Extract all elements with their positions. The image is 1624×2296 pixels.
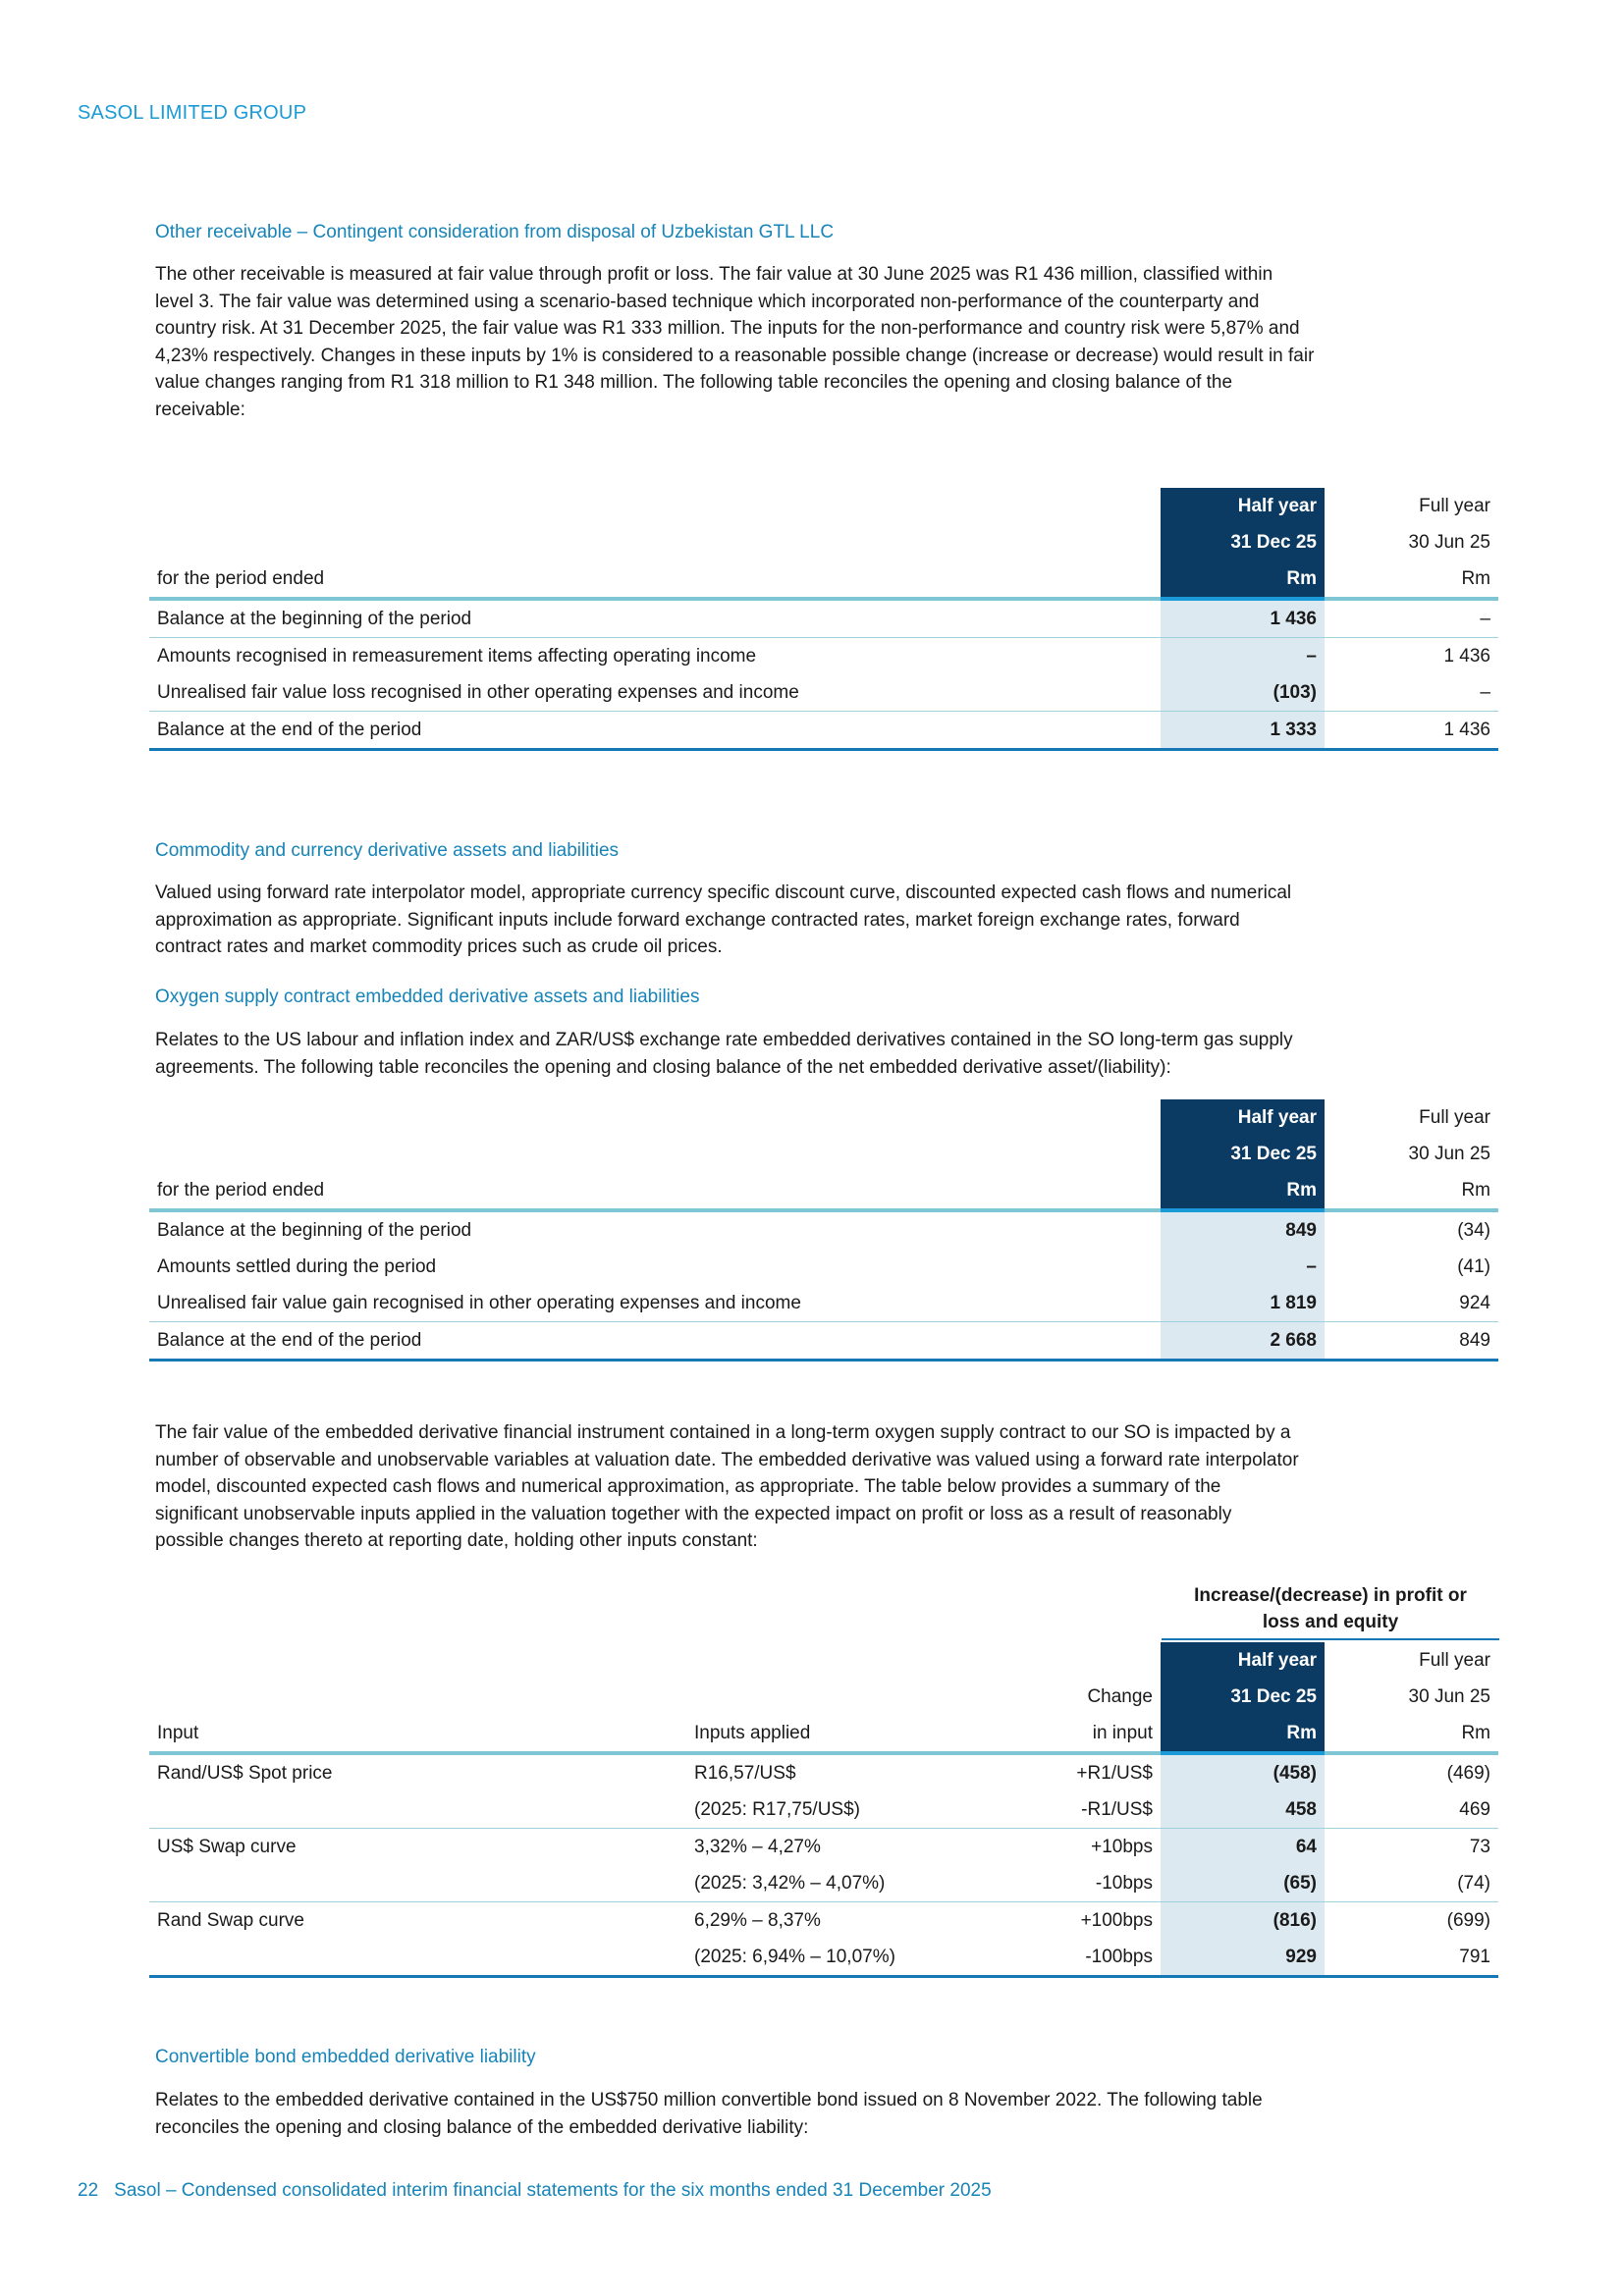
value-full-year: 1 436	[1325, 712, 1498, 750]
group-header-line: loss and equity	[1262, 1612, 1399, 1632]
table-row	[149, 638, 1498, 675]
input-change: +100bps	[1080, 1909, 1153, 1931]
value-full-year: –	[1325, 599, 1498, 638]
value-half-year: 1 436	[1161, 599, 1325, 638]
row-label: Balance at the beginning of the period	[157, 1219, 472, 1241]
column-header-half-year: Half year	[1161, 1099, 1325, 1136]
text-line: possible changes thereto at reporting date, holding other inputs constant:	[155, 1530, 758, 1551]
embedded-derivative-reconciliation-table	[149, 1099, 1498, 1362]
column-header-inputs-applied: Inputs applied	[686, 1715, 1062, 1753]
column-header-date-b: 30 Jun 25	[1408, 1685, 1490, 1707]
column-header-full-year: Full year	[1419, 1649, 1490, 1671]
row-label: Amounts recognised in remeasurement items affecting operating income	[157, 645, 757, 667]
column-header-date-a: 31 Dec 25	[1161, 1136, 1325, 1172]
input-applied: R16,57/US$	[694, 1762, 796, 1784]
text-line: 4,23% respectively. Changes in these inputs by 1% is considered to a reasonable possible change (increase or decrease) would result in fair	[155, 345, 1315, 366]
row-label: Amounts settled during the period	[157, 1255, 437, 1277]
input-applied: (2025: 6,94% – 10,07%)	[686, 1939, 1062, 1977]
row-label: Balance at the beginning of the period	[149, 599, 1161, 638]
paragraph-fair-value-sensitivity	[155, 1419, 1490, 1555]
input-applied: (2025: 3,42% – 4,07%)	[686, 1865, 1062, 1902]
section-heading-oxygen-supply: Oxygen supply contract embedded derivative assets and liabilities	[155, 987, 700, 1007]
table-row	[149, 1829, 1498, 1866]
table-row	[149, 1210, 1498, 1249]
value-full-year: (469)	[1446, 1762, 1490, 1784]
value-half-year: –	[1161, 1249, 1325, 1285]
table-row	[149, 1753, 1498, 1791]
value-half-year: 458	[1161, 1791, 1325, 1829]
input-name	[149, 1865, 686, 1902]
column-header-date-a: 31 Dec 25	[1161, 1679, 1325, 1715]
column-header-full-year: Full year	[1419, 1106, 1490, 1128]
value-full-year: 1 436	[1443, 645, 1490, 667]
paragraph-convertible-bond	[155, 2087, 1490, 2141]
text-line: value changes ranging from R1 318 million to R1 348 million. The following table reconciles the opening and closing balance of the	[155, 372, 1233, 393]
footer-text: Sasol – Condensed consolidated interim financial statements for the six months ended 31 December 2025	[114, 2180, 992, 2201]
column-header-unit-b: Rm	[1325, 1172, 1498, 1210]
value-full-year: (699)	[1446, 1909, 1490, 1931]
value-half-year: 929	[1161, 1939, 1325, 1977]
value-full-year: 469	[1325, 1791, 1498, 1829]
text-line: model, discounted expected cash flows and numerical approximation, as appropriate. The table below provides a summary of the	[155, 1476, 1221, 1497]
group-header-rule	[1162, 1638, 1499, 1640]
value-half-year: 64	[1161, 1829, 1325, 1866]
value-half-year: 2 668	[1161, 1322, 1325, 1361]
text-line: country risk. At 31 December 2025, the fair value was R1 333 million. The inputs for the non-performance and country risk were 5,87% and	[155, 318, 1300, 339]
value-half-year: (816)	[1161, 1902, 1325, 1940]
text-line: level 3. The fair value was determined using a scenario-based technique which incorporated non-performance of the counterparty and	[155, 291, 1260, 312]
input-name	[149, 1939, 686, 1977]
input-applied: (2025: R17,75/US$)	[686, 1791, 1062, 1829]
table-row	[149, 1902, 1498, 1940]
period-label: for the period ended	[149, 1172, 1161, 1210]
page-number: 22	[78, 2180, 99, 2201]
input-applied: 6,29% – 8,37%	[694, 1909, 821, 1931]
input-change: +R1/US$	[1076, 1762, 1153, 1784]
input-change: -100bps	[1062, 1939, 1161, 1977]
column-header-change: Change	[1087, 1685, 1153, 1707]
text-line: The other receivable is measured at fair value through profit or loss. The fair value at 30 June 2025 was R1 436 million, classified within	[155, 264, 1273, 285]
column-header-in-input: in input	[1062, 1715, 1161, 1753]
column-header-half-year: Half year	[1161, 488, 1325, 524]
text-line: contract rates and market commodity prices such as crude oil prices.	[155, 936, 723, 957]
column-header-unit-a: Rm	[1161, 561, 1325, 599]
section-heading-convertible-bond: Convertible bond embedded derivative liability	[155, 2047, 536, 2067]
receivable-reconciliation-table	[149, 488, 1498, 751]
table-total-row	[149, 712, 1498, 750]
column-header-unit-b: Rm	[1325, 1715, 1498, 1753]
column-header-date-b: 30 Jun 25	[1408, 531, 1490, 553]
row-label: Balance at the end of the period	[149, 1322, 1161, 1361]
value-full-year: 73	[1469, 1836, 1490, 1857]
period-label: for the period ended	[149, 561, 1161, 599]
value-full-year: 791	[1325, 1939, 1498, 1977]
column-header-unit-a: Rm	[1161, 1172, 1325, 1210]
text-line: significant unobservable inputs applied in the valuation together with the expected impact on profit or loss as a result of reasonably	[155, 1503, 1232, 1524]
table-total-row	[149, 1322, 1498, 1361]
column-header-date-a: 31 Dec 25	[1161, 524, 1325, 561]
text-line: The fair value of the embedded derivative financial instrument contained in a long-term oxygen supply contract to our SO is impacted by a	[155, 1422, 1291, 1443]
input-change: +10bps	[1091, 1836, 1153, 1857]
value-half-year: –	[1161, 638, 1325, 675]
page-footer	[78, 2180, 992, 2202]
input-name	[149, 1791, 686, 1829]
value-half-year: (103)	[1161, 674, 1325, 712]
row-label: Unrealised fair value loss recognised in other operating expenses and income	[149, 674, 1161, 712]
value-half-year: (65)	[1161, 1865, 1325, 1902]
sensitivity-table	[149, 1642, 1498, 1978]
table-row	[149, 1791, 1498, 1829]
company-header: SASOL LIMITED GROUP	[78, 102, 307, 124]
row-label: Balance at the end of the period	[149, 712, 1161, 750]
value-full-year: 924	[1325, 1285, 1498, 1322]
section-heading-other-receivable: Other receivable – Contingent consideration from disposal of Uzbekistan GTL LLC	[155, 222, 835, 242]
table-row	[149, 674, 1498, 712]
value-half-year: 849	[1161, 1210, 1325, 1249]
input-change: -10bps	[1062, 1865, 1161, 1902]
column-header-date-b: 30 Jun 25	[1408, 1143, 1490, 1164]
section-heading-commodity-derivatives: Commodity and currency derivative assets and liabilities	[155, 840, 620, 861]
value-full-year: 849	[1325, 1322, 1498, 1361]
paragraph-oxygen-supply	[155, 1027, 1490, 1081]
input-name: Rand/US$ Spot price	[157, 1762, 333, 1784]
text-line: number of observable and unobservable variables at valuation date. The embedded derivative was valued using a forward rate interpolator	[155, 1449, 1299, 1470]
text-line: Valued using forward rate interpolator model, appropriate currency specific discount curve, discounted expected cash flows and numerical	[155, 882, 1292, 903]
text-line: agreements. The following table reconciles the opening and closing balance of the net embedded derivative asset/(liability):	[155, 1056, 1171, 1078]
value-full-year: –	[1325, 674, 1498, 712]
column-header-full-year: Full year	[1419, 495, 1490, 516]
text-line: Relates to the embedded derivative contained in the US$750 million convertible bond issued on 8 November 2022. The following table	[155, 2090, 1263, 2110]
table-row	[149, 1939, 1498, 1977]
column-header-half-year: Half year	[1161, 1642, 1325, 1679]
input-name: Rand Swap curve	[157, 1909, 304, 1931]
text-line: reconciles the opening and closing balance of the embedded derivative liability:	[155, 2116, 809, 2138]
table-row	[149, 1865, 1498, 1902]
value-half-year: 1 819	[1161, 1285, 1325, 1322]
input-name: US$ Swap curve	[157, 1836, 297, 1857]
value-full-year: (74)	[1325, 1865, 1498, 1902]
input-applied: 3,32% – 4,27%	[694, 1836, 821, 1857]
column-header-unit-b: Rm	[1325, 561, 1498, 599]
paragraph-other-receivable	[155, 261, 1490, 423]
paragraph-commodity-derivatives	[155, 880, 1490, 961]
group-header-line: Increase/(decrease) in profit or	[1194, 1585, 1467, 1606]
input-change: -R1/US$	[1062, 1791, 1161, 1829]
value-half-year: (458)	[1161, 1753, 1325, 1791]
column-header-unit-a: Rm	[1161, 1715, 1325, 1753]
value-full-year: (34)	[1457, 1219, 1490, 1241]
column-header-input: Input	[149, 1715, 686, 1753]
table-row	[149, 599, 1498, 638]
value-full-year: (41)	[1457, 1255, 1490, 1277]
value-half-year: 1 333	[1161, 712, 1325, 750]
row-label: Unrealised fair value gain recognised in other operating expenses and income	[149, 1285, 1161, 1322]
sensitivity-group-header	[1162, 1582, 1499, 1635]
text-line: Relates to the US labour and inflation index and ZAR/US$ exchange rate embedded derivatives contained in the SO long-term gas supply	[155, 1030, 1293, 1050]
text-line: approximation as appropriate. Significant inputs include forward exchange contracted rates, market foreign exchange rates, forward	[155, 909, 1240, 931]
table-row	[149, 1249, 1498, 1285]
text-line: receivable:	[155, 399, 245, 420]
table-row	[149, 1285, 1498, 1322]
